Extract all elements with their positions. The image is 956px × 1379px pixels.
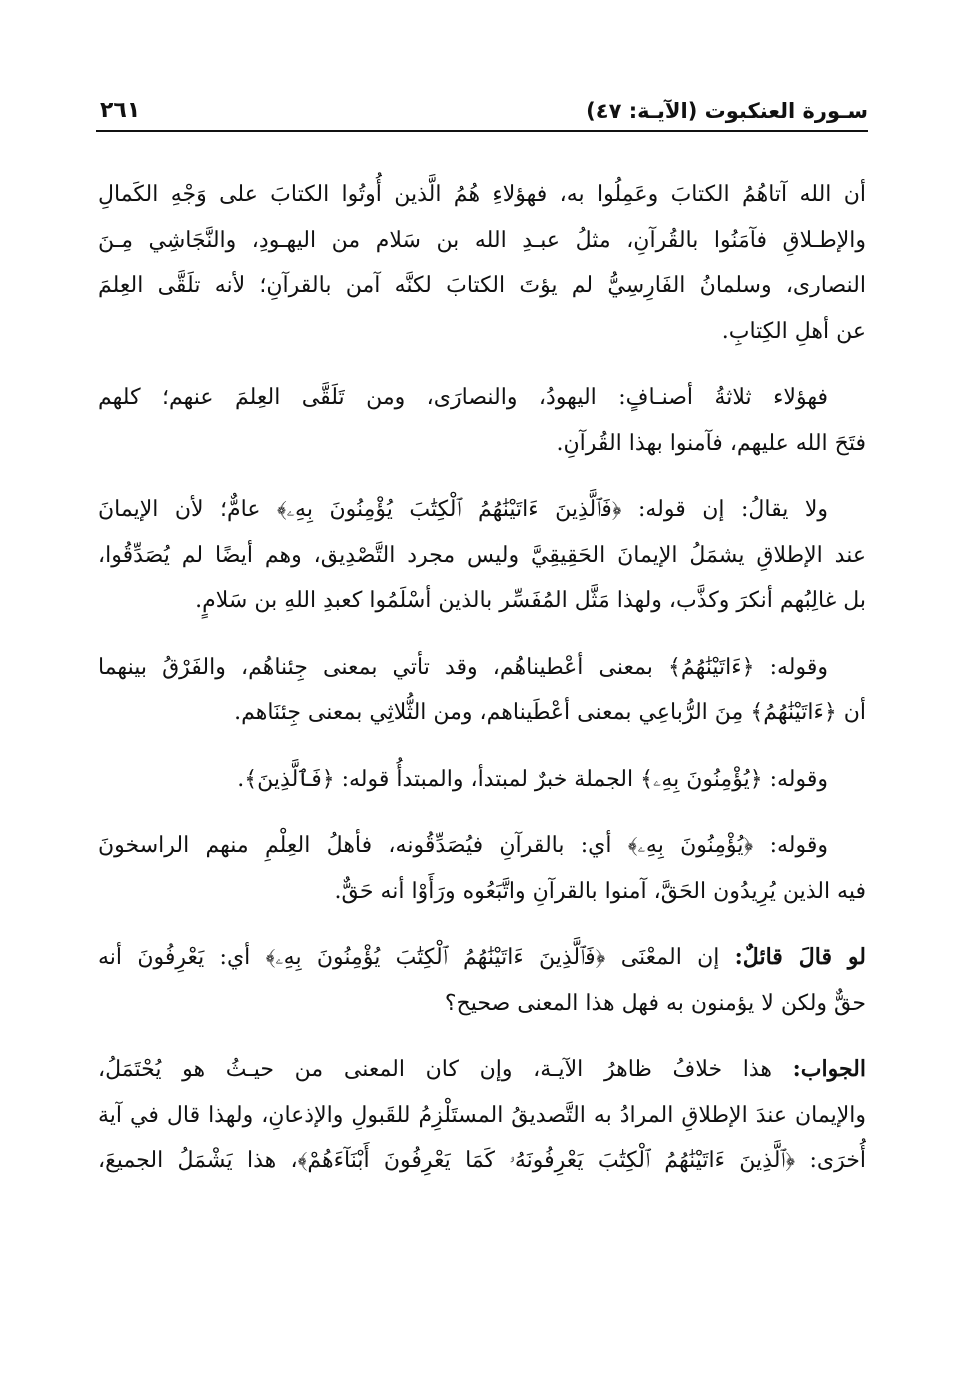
text-line: عن أهلِ الكِتابِ. [721, 318, 866, 344]
paragraph [98, 645, 866, 736]
paragraph [98, 823, 866, 914]
paragraph [98, 172, 866, 354]
text-line: أن الله آتاهُمُ الكتابَ وعَمِلُوا به، فهؤلاءِ هُمُ الَّذين أُوتُوا الكتابَ على وَجْهِ الكَمالِ [98, 182, 866, 207]
paragraph [98, 1047, 866, 1184]
text-line [98, 1047, 866, 1093]
question-text: إن المعْنَى ﴿فَٱلَّذِينَ ءَاتَيْنَٰهُمُ ٱلْكِتَٰبَ يُؤْمِنُونَ بِهِۦ﴾ أي: يَعْرِفُونَ أنه [98, 945, 735, 970]
surah-title: سـورة العنكبوت (الآيـة: ٤٧) [586, 99, 868, 123]
page-header [96, 96, 868, 130]
page-body [98, 172, 866, 1205]
answer-lead: الجواب: [792, 1056, 866, 1082]
text-line [98, 935, 866, 981]
text-line: عند الإطلاقِ يشمَلُ الإيمانَ الحَقِيقِيَّ وليس مجرد التَّصْدِيق، وهم أيضًا لم يُصَدِّقُوا، [98, 542, 866, 568]
paragraph [98, 487, 866, 624]
text-line: فيه الذين يُرِيدُون الحَقَّ، آمنوا بالقرآنِ واتَّبَعُوه ورَأَوْا أنه حَقٌّ. [334, 878, 866, 904]
text-line: وقوله: ﴿ءَاتَيْنَٰهُمُ﴾ بمعنى أعْطيناهُم، وقد تأتي بمعنى جِئناهُم، والفَرْقُ بينهما [98, 654, 828, 680]
text-line: حقٌّ ولكن لا يؤمنون به فهل هذا المعنى صحيح؟ [444, 990, 866, 1016]
text-line: وقوله: ﴿يُؤْمِنُونَ بِهِۦ﴾ أي: بالقرآنِ فيُصَدِّقُونه، فأهلُ العِلْمِ منهم الراسخونَ [98, 833, 828, 858]
text-line: فهؤلاء ثلاثةُ أصنـافٍ: اليهودُ، والنصارَى، ومن تَلَقَّى العِلمَ عنهم؛ كلهم [98, 385, 828, 410]
text-line: أُخرَى: ﴿ٱلَّذِينَ ءَاتَيْنَٰهُمُ ٱلْكِتَٰبَ يَعْرِفُونَهُۥ كَمَا يَعْرِفُونَ أَبْنَآءَهُمْ﴾، هذا يَشْمَلُ الجميعَ، [98, 1148, 866, 1173]
text-line: النصارى، وسلمانُ الفَارِسِيُّ لم يؤتَ الكتابَ لكنَّه آمن بالقرآنِ؛ لأنه تلَقَّى العِلمَ [98, 273, 866, 298]
text-line: والإطـلاقِ فآمَنُوا بالقُرآنِ، مثلُ عبـدِ الله بن سَلام من اليهـودِ، والنَّجَاشِي مِـنَ [98, 227, 866, 253]
text-line: بل غالِبُهم أنكرَ وكذَّب، ولهذا مَثَّل المُفَسِّر بالذين أسْلَمُوا كعبدِ اللهِ بن سَلامٍ. [195, 588, 866, 613]
answer-text: هذا خلافُ ظاهرُ الآيـة، وإن كان المعنى من حيـثُ هو يُحْتَمَلُ، [98, 1057, 793, 1082]
text-line: أن ﴿ءَاتَيْنَٰهُمُ﴾ مِنَ الرُّباعِي بمعنى أعْطَيناهم، ومن الثُّلاثِي بمعنى جِئنَاهم. [234, 700, 866, 725]
text-line: والإيمان عندَ الإطلاقِ المرادُ به التَّصديقُ المستَلْزِمُ للقَبولِ والإذعانِ، ولهذا قال في آية [98, 1102, 866, 1128]
page-number: ٢٦١ [100, 98, 141, 123]
question-lead: لو قالَ قائلٌ: [734, 944, 866, 970]
paragraph [98, 375, 866, 466]
text-line: وقوله: ﴿يُؤْمِنُونَ بِهِۦ﴾ الجملة خبرٌ لمبتدأ، والمبتدأُ قوله: ﴿فَٱلَّذِينَ﴾. [237, 766, 828, 792]
header-rule [96, 130, 868, 132]
paragraph [98, 935, 866, 1026]
text-line: ولا يقالُ: إن قوله: ﴿فَٱلَّذِينَ ءَاتَيْنَٰهُمُ ٱلْكِتَٰبَ يُؤْمِنُونَ بِهِۦ﴾ عامٌّ؛ لأن الإيمانَ [98, 497, 828, 522]
text-line: فتَحَ الله عليهم، فآمنوا بهذا القُرآنِ. [556, 430, 866, 456]
paragraph [98, 757, 866, 803]
